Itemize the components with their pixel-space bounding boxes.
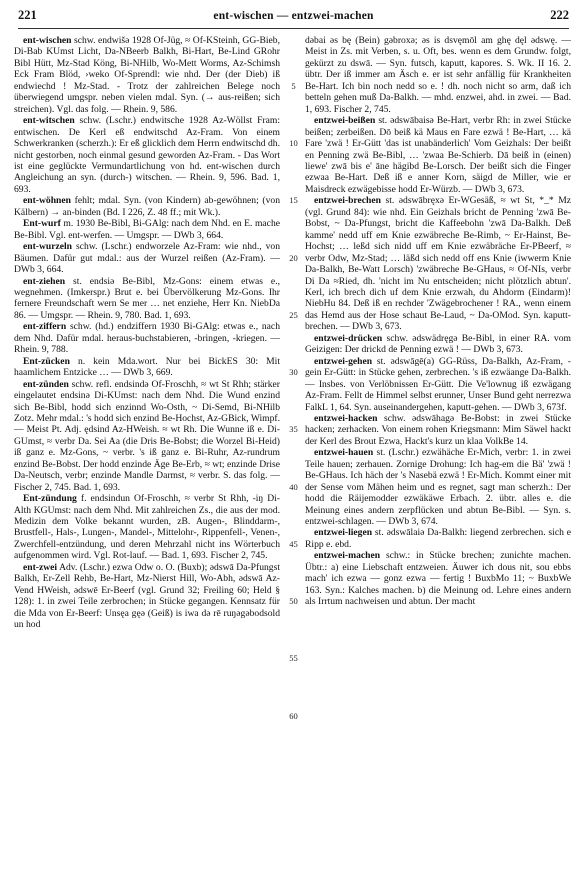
entry-text: st. ədswālaiə Da-Balkh: liegend zerbrechen. sich e Ripp e. ebd. bbox=[305, 527, 571, 550]
line-number: 45 bbox=[289, 538, 298, 549]
entry-lemma: ent-wöhnen bbox=[23, 195, 71, 207]
entry-lemma: ent-ziffern bbox=[23, 321, 67, 333]
entry-lemma: ent-zwei bbox=[23, 561, 58, 573]
entry-lemma: entzwei-beißen bbox=[314, 115, 376, 127]
entry-lemma: ent-ziehen bbox=[23, 275, 66, 287]
entry-text: dəbai əs bę (Bein) gəbroxə; əs is dsvęmōl am ghę dęl ədswę. — Meist in Zs. mit Verben, s. u. Oft, bes. wenn es dem Grundw. folgt, gekürzt zu dswā. — Syn. futsch, kaputt, kapores. S. Wk. II 16. 2. übtr. Der iß immer am Äsch e. er ist sehr anfällig für Krankheiten Be-Hart. Ich bin noch nedd so e. ! dh. noch nicht so arm, daß ich betteln gehen muß Da-Balkh. — mhd. enzwei, ahd. in zwei. — Bad. 1, 693. Fischer 2, 745. bbox=[305, 35, 571, 115]
right-column bbox=[305, 35, 571, 631]
line-number: 35 bbox=[289, 424, 298, 435]
dictionary-entry bbox=[305, 413, 571, 447]
entry-text: n. kein Mda.wort. Nur bei BickES 30: Mit haamlichem Entzicke … — DWb 3, 669. bbox=[14, 355, 280, 379]
dictionary-entry bbox=[305, 527, 571, 550]
entry-text: st. ədswābręxə Er-WGesäß, ≈ wt St, *_* Mz (vgl. Grund 84): wie nhd. Ein Geizhals bricht de Penning 'zwā Be-Bobst, ~ Da-Pfungst, bricht die Kaffeebohn 'zwā Da-Balkh. Deß kamme' nedd uff em Knie ezwäbreche Be-Rimb, ~ Er-Hainst, Be-Hochst; … leßd sich nidd uff em Knie ezwäbräche Er-PBeerf, ≈ verbr Odw, Mz-Stad; … läßd sich nedd off ens Knie (iwwerm Knie Da-Balkh, Be-Watt Lorsch) 'zwäbreche Be-GHaus, ≈ Of-NIs, verbr Di Da ≈Ried, dh. 'nicht im Nu entscheiden; nicht plötzlich abtun'. Kerl, ich brech dich uf dem Knie erzwah, du Ahdorm (Eindarm)! NiebHu 84. Deß iß en rechder 'Zwägebrochener ! RA., wenn einem das Hemd aus der Hose schaut Be-Laud, ~ Da-OMod. Syn. kaputt-brechen. — DWb 3, 673. bbox=[305, 195, 571, 333]
entry-text: schw. (Lschr.) endworzele Az-Fram: wie nhd., von Bäumen. Dafür gut mdal.: aus der Wurzel reißen (Az-Fram). — DWb 3, 664. bbox=[14, 241, 280, 276]
entry-lemma: entzwei-hacken bbox=[314, 412, 378, 424]
entry-text: schw. refl. endsində Of-Froschh, ≈ wt St Rhh; stärker eingelautet endsinə Di-KUmst: nach dem Nhd. Die Wund enzind sich Be-Bibl, hodd sich enzinnd Wo-Osth, ~ Di-Semd, Bi-NHilb Zotz. Mehr mdal.: 's hodd sich enzind Be-Hochst, Az-GBick, Wimpf. — Meist Pt. Adj. ędsind Az-HWeish. ≈ wt Rh. Die Wunne iß e. Di-GUmst, ≈ verbr Da. Sei Aa (die Dris Be-Bobst; die Worzel Bi-Heid) iß ganz e. Mz-Gons, ~ verbr. 's iß ganz e. Bi-Ruhr, Az-rundrum enzind Be-Bobst. Der hodd enzinde Äge Be-Erb, ≈ wt; enzinde Drise Da-Neutsch, verbr; enzinde Mandle Darmst, ≈ verbr. S. das folg. — Fischer 2, 745. Bad. 1, 693. bbox=[14, 378, 281, 493]
entry-text: schw. ədswāhagə Be-Bobst: in zwei Stücke hacken; zerhacken. Von einem rohen Kriegsmann: Mim Säwel hackt der Kerl des Brout Ezwa, Hackt's kurz un klaa VolkBe 14. bbox=[305, 412, 571, 447]
line-number: 25 bbox=[289, 309, 298, 320]
dictionary-entry bbox=[305, 35, 571, 115]
dictionary-entry bbox=[14, 115, 280, 195]
dictionary-entry bbox=[14, 195, 280, 218]
entry-lemma: entzwei-liegen bbox=[314, 527, 373, 539]
entry-text: Adv. (Lschr.) ezwa Odw o. O. (Buxb); ədswā Da-Pfungst Balkh, Er-Zell Rehb, Be-Hart, Mz-Nierst Hill, Wo-Abh, ədswā Az-Vend HWeish, ədswē Er-Beerf (vgl. Grund 32; Freiling 60; Held § 128): 1. in zwei Teile zerbrochen; in Stücke gegangen. Kennsatz für die Mda von Er-Beerf: Unsęa gęə (Geiß) is iwa də rē ruŋəgəbodsold un hod bbox=[14, 561, 280, 631]
dictionary-entry bbox=[14, 241, 280, 275]
line-number: 20 bbox=[289, 252, 298, 263]
entry-lemma: ent-wurzeln bbox=[23, 241, 73, 253]
entry-text: st. ədswābaisə Be-Hart, verbr Rh: in zwei Stücke beißen; zerbeißen. Dō beiß kä Maus en Fare ezwä ! Be-Hart, … kä Fare 'zwä ! Er-Gütt 'das ist unabänderlich' Vom Geizhals: Der beißt en Penning zwä Be-Bibl, … 'zwaa Be-Schierb. Dā beiß in (einen) liewe' zwā bis e' āne hägibd Be-Lorsch. Der beißt sich die Finger ezwaa Be-Hart. Deß iß e anner Korn, säigd de Miller, wie er Maisdreck ezwägebisse hodd Er-Würzb. — DWb 3, 673. bbox=[305, 115, 571, 195]
dictionary-entry bbox=[14, 379, 280, 494]
line-number: 5 bbox=[291, 80, 296, 91]
line-number: 10 bbox=[289, 138, 298, 149]
dictionary-entry bbox=[305, 115, 571, 195]
line-number: 50 bbox=[289, 596, 298, 607]
entry-text: st. ədswāgē(a) GG-Rüss, Da-Balkh, Az-Fram, -gein Er-Gütt: in Stücke gehen, zerbrechen. 's iß ezwäange Da-Balkh. — Insbes. von Verlöbnissen Er-Gütt. Die Ve'lownug iß ezwägang Az-Fram. Fellt de Himmel selbst erunner, Unser Bund geht nerrezwa FalkL 1, 64. Syn. auseinandergehen, kaputt-gehen. — DWb 3, 673f. bbox=[305, 355, 571, 413]
entry-lemma: entzwei-brechen bbox=[314, 195, 381, 207]
dictionary-entry bbox=[14, 218, 280, 241]
right-page-number: 222 bbox=[550, 8, 569, 22]
entry-text: schw. (Lschr.) endwitsche 1928 Az-Wöllst Fram: entwischen. De Kerl eß endwitschd Az-Fram. Von einem Schwerkranken (scherzh.): Er eß glicklich dem Herrn endwitschd dh. nicht gestorben, noch einmal gesund geworden Az-Fram. - Das Wort ist eine geglückte Vermundartlichung von hd. ent-wischen durch Angleichung an syn. (durch-) witschen. — Rhein. 9, 596. Bad. 1, 693. bbox=[14, 115, 280, 195]
running-title: ent-wischen — entzwei-machen bbox=[213, 10, 374, 22]
dictionary-entry bbox=[14, 493, 280, 562]
entry-text: st. endsiə Be-Bibl, Mz-Gons: einem etwas e., wegnehmen. (Imkerspr.) Brut e. bei Übervölkerung Mz-Gons. Ihr fernere Freundschaft wern Se mer … net enziehe, Herr Kn. NiebDa 86. — Umgspr. — Rhein. 9, 780. Bad. 1, 693. bbox=[14, 275, 280, 321]
entry-lemma: ent-zünden bbox=[23, 378, 69, 390]
entry-lemma: Ent-zücken bbox=[23, 355, 70, 367]
entry-text: schw. endwišə 1928 Of-Jüg, ≈ Of-KSteinh, GG-Bieb, Di-Bab KUmst Licht, Da-NBeerb Balkh, Bi-Hart, Be-Lind GRohr Bibl Hütt, Mz-Stad Köng, Bi-NHilb, Wo-Mett Worms, Az-Schimsh Eck Fram Blöd, ›weko Of-Sprendl: wie nhd. Der (der Dieb) iß endwiechd ! Mz-Stad. - Trotz der zahlreichen Belege noch überwiegend umgspr. neben vielen mdal. Syn. (→ aus-reißen; sich streichen). Vgl. das folg. — Rhein. 9, 586. bbox=[14, 35, 280, 115]
entry-text: schw. ədswädręgə Be-Bibl, in einer RA. vom Geizigen: Der drickd de Penning ezwä ! — DWb 3, 673. bbox=[305, 332, 571, 356]
entry-lemma: ent-witschen bbox=[23, 115, 75, 127]
entry-text: m. 1930 Be-Bibl, Bi-GAlg: nach dem Nhd. en E. mache Be-Bibl. Vgl. ent-werfen. — Umgspr. — DWb 3, 664. bbox=[14, 218, 280, 241]
dictionary-entry bbox=[305, 447, 571, 527]
entry-lemma: entzwei-drücken bbox=[314, 332, 383, 344]
line-number: 55 bbox=[289, 653, 298, 664]
dictionary-entry bbox=[14, 35, 280, 115]
entry-text: schw.: in Stücke brechen; zunichte machen. Übtr.: a) eine Liebschaft entzweien. Äuwer ich dous nit, sou ebbs mach' ich ezwa — gonz ezwa — fertig ! BuxbMo 11; ~ BuxbWe 163. Syn.: Kalches machen. b) die Meinung od. Lehre eines andern als Irrtum nachweisen und abtun. Der macht bbox=[305, 550, 571, 608]
two-column-body bbox=[14, 35, 573, 721]
entry-lemma: ent-wischen bbox=[23, 35, 72, 46]
entry-lemma: entzwei-machen bbox=[314, 550, 381, 562]
entry-text: schw. (hd.) endziffern 1930 Bi-GAlg: etwas e., nach dem Nhd. Dafür mdal. heraus-buchstabieren, -bringen, -kriegen. — Rhein. 9, 788. bbox=[14, 321, 280, 356]
entry-text: f. endsindun Of-Froschh, ≈ verbr St Rhh, -iŋ Di-Alth KGUmst: nach dem Nhd. Mit zahlreichen Zs., die aus der mod. Medizin dem Volke bekannt wurden, zB. Augen-, Blinddarm-, Brustfell-, Hals-, Lungen-, Mandel-, Mittelohr-, Rippenfell-, Venen-, Zwerchfell-entzündung, und deren Mehrzahl nicht ins Wörterbuch aufgenommen wird. Vgl. Rot-lauf. — Bad. 1, 693. Fischer 2, 745. bbox=[14, 493, 280, 562]
line-number: 60 bbox=[289, 710, 298, 721]
left-page-number: 221 bbox=[18, 8, 37, 22]
line-number: 15 bbox=[289, 195, 298, 206]
entry-text: fehlt; mdal. Syn. (von Kindern) ab-gewöhnen; (von Kälbern) → an-binden (Bd. I 226, Z. 48 ff.; mit Wk.). bbox=[14, 195, 280, 218]
dictionary-entry bbox=[305, 195, 571, 332]
left-column bbox=[14, 35, 280, 631]
entry-text: st. (Lschr.) ezwähäche Er-Mich, verbr: 1. in zwei Teile hauen; zerhauen. Zornige Drohung: Ich hag-em die Bä' 'zwä ! Be-GHaus. Ich häch der 's Nasebä ezwä ! Er-Mich. Kommt einer mit der Sense vom Mähen heim und es regnet, sagt man scherzh.: Der hodd die Räijemodder ezwäkäwe Erbach. 2. übtr. alles e. die Meinung eines andern zerpflücken und abtun Be-Bibl. — Syn. s. entzwei-schlagen. — DWb 3, 674. bbox=[305, 447, 571, 528]
line-number: 30 bbox=[289, 367, 298, 378]
line-number: 40 bbox=[289, 481, 298, 492]
entry-lemma: entzwei-gehen bbox=[314, 355, 373, 367]
dictionary-entry bbox=[305, 356, 571, 413]
dictionary-entry bbox=[14, 562, 280, 631]
entry-lemma: entzwei-hauen bbox=[314, 447, 374, 459]
dictionary-entry bbox=[14, 356, 280, 379]
page-header bbox=[18, 8, 569, 29]
entry-lemma: Ent-zündung bbox=[23, 493, 77, 505]
dictionary-entry bbox=[305, 550, 571, 607]
dictionary-entry bbox=[14, 276, 280, 322]
dictionary-entry bbox=[14, 321, 280, 355]
entry-lemma: Ent-wurf bbox=[23, 218, 61, 230]
dictionary-entry bbox=[305, 333, 571, 356]
